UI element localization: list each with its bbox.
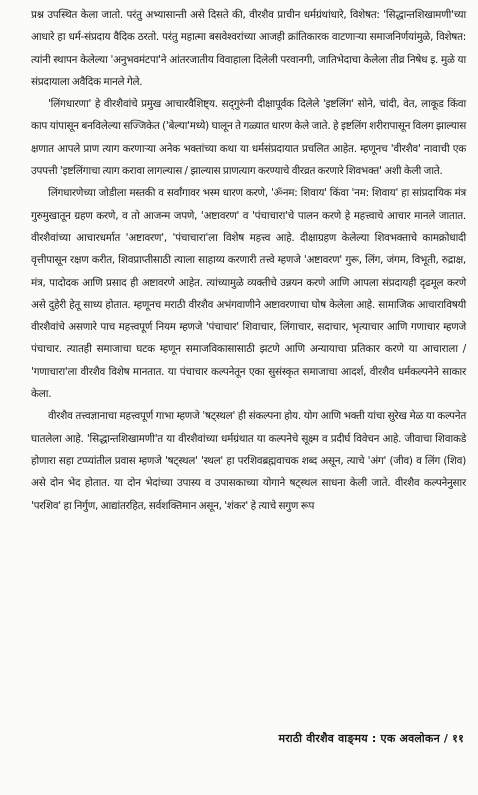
paragraph-shatsthala: वीरशैव तत्त्वज्ञानाचा महत्त्वपूर्ण गाभा म्हणजे 'षट्स्थल' ही संकल्पना होय. योग आणि भक्ती यांचा सुरेख मेळ या कल्पनेत घातलेला आहे. 'सिद्धान्तशिखामणी'त या वीरशैवांच्या धर्मग्रंथात या कल्पनेचे सूक्ष्म व प्रदीर्घ विवेचन आहे. जीवाचा शिवाकडे होणारा सहा टप्प्यांतील प्रवास म्हणजे 'षट्स्थल' 'स्थल' हा परशिवब्रह्मवाचक शब्द असून, त्याचे 'अंग' (जीव) व लिंग (शिव) असे दोन भेद होतात. या दोन भेदांच्या उपास्य व उपासकाच्या योगाने षट्स्थल साधना केली जाते. वीरशैव कल्पनेनुसार 'परशिव' हा निर्गुण, आद्यांतरहित, सर्वशक्तिमान असून, 'शंकर' हे त्याचे सगुण रूप (31, 410, 466, 512)
page-footer: मराठी वीरशैव वाङ्‌मय : एक अवलोकन / ११ (278, 732, 464, 745)
paragraph-lingadharana: 'लिंगधारणा' हे वीरशैवांचे प्रमुख आचारवैशिष्ट्य. सद्‌गुरुंनी दीक्षापूर्वक दिलेले 'इष्टलिंग' सोने, चांदी, वेत, लाकूड किंवा काप यांपासून बनविलेल्या सज्जिकेत ('बेल्या'मध्ये) घालून ते गळ्यात धारण केले जाते. हे इष्टलिंग शरीरापासून विलग झाल्यास क्षणात आपले प्राण त्याग करणाऱ्या अनेक भक्तांच्या कथा या धर्मसंप्रदायात प्रचलित आहेत. म्हणूनच 'वीरशैव' नावाची एक उपपत्ती 'इष्टलिंगाचा त्याग करावा लागल्यास / झाल्यास प्राणत्याग करण्याचे वीरव्रत करणारे शिवभक्त' अशी केली जाते. (31, 98, 466, 178)
paragraph-ashtavarana-panchachara: लिंगधारणेच्या जोडीला मस्तकी व सर्वांगावर भस्म धारण करणे, 'ॐनम: शिवाय' किंवा 'नम: शिवाय' हा सांप्रदायिक मंत्र गुरुमुखातून ग्रहण करणे, व तो आजन्म जपणे, 'अष्टावरण' व 'पंचाचारा'चे पालन करणे हे महत्त्वाचे आचार मानले जातात. वीरशैवांच्या आचारधर्मात 'अष्टावरण', 'पंचाचारा'ला विशेष महत्त्व आहे. दीक्षाग्रहण केलेल्या शिवभक्ताचे कामक्रोधादी वृत्तीपासून रक्षण करीत, शिवप्राप्तीसाठी त्याला साहाय्य करणारी तत्त्वे म्हणजे 'अष्टावरण' गुरू, लिंग, जंगम, विभूती, रुद्राक्ष, मंत्र, पादोदक आणि प्रसाद ही अष्टावरणे आहेत. त्यांच्यामुळे व्यक्तीचे उन्नयन करणे आणि आपला संप्रदायही दृढमूल करणे असे दुहेरी हेतू साध्य होतात. म्हणूनच मराठी वीरशैव अभंगवाणीने अष्टावरणाचा घोष केलेला आहे. सामाजिक आचाराविषयी वीरशैवांचे असणारे पाच महत्त्वपूर्ण नियम म्हणजे 'पंचाचार' शिवाचार, लिंगाचार, सदाचार, भृत्याचार आणि गणाचार म्हणजे पंचाचार. त्यातही समाजाचा घटक म्हणून समाजविकासासाठी झटणे आणि अन्यायाचा प्रतिकार करणे या आचाराला / 'गणाचारा'ला वीरशैव विशेष मानतात. या पंचाचार कल्पनेतून एका सुसंस्कृत समाजाचा आदर्श, वीरशैव धर्मकल्पनेने साकार केला. (31, 187, 466, 401)
paragraph-vedic-question: प्रश्न उपस्थित केला जातो. परंतु अभ्यासान्ती असे दिसते की, वीरशैव प्राचीन धर्मग्रंथांधारे, विशेषत: 'सिद्धान्तशिखामणी'च्या आधारे हा धर्म-संप्रदाय वैदिक ठरतो. परंतु महात्मा बसवेश्वरांच्या आजही क्रांतिकारक वाटणाऱ्या समाजनिर्णयांमुळे, विशेषत: त्यांनी स्थापन केलेल्या 'अनुभवमंटपा'ने आंतरजातीय विवाहाला दिलेली परवानगी, जातिभेदाचा केलेला तीव्र निषेध इ. मुळे या संप्रदायाला अवैदिक मानले गेले. (31, 9, 466, 88)
